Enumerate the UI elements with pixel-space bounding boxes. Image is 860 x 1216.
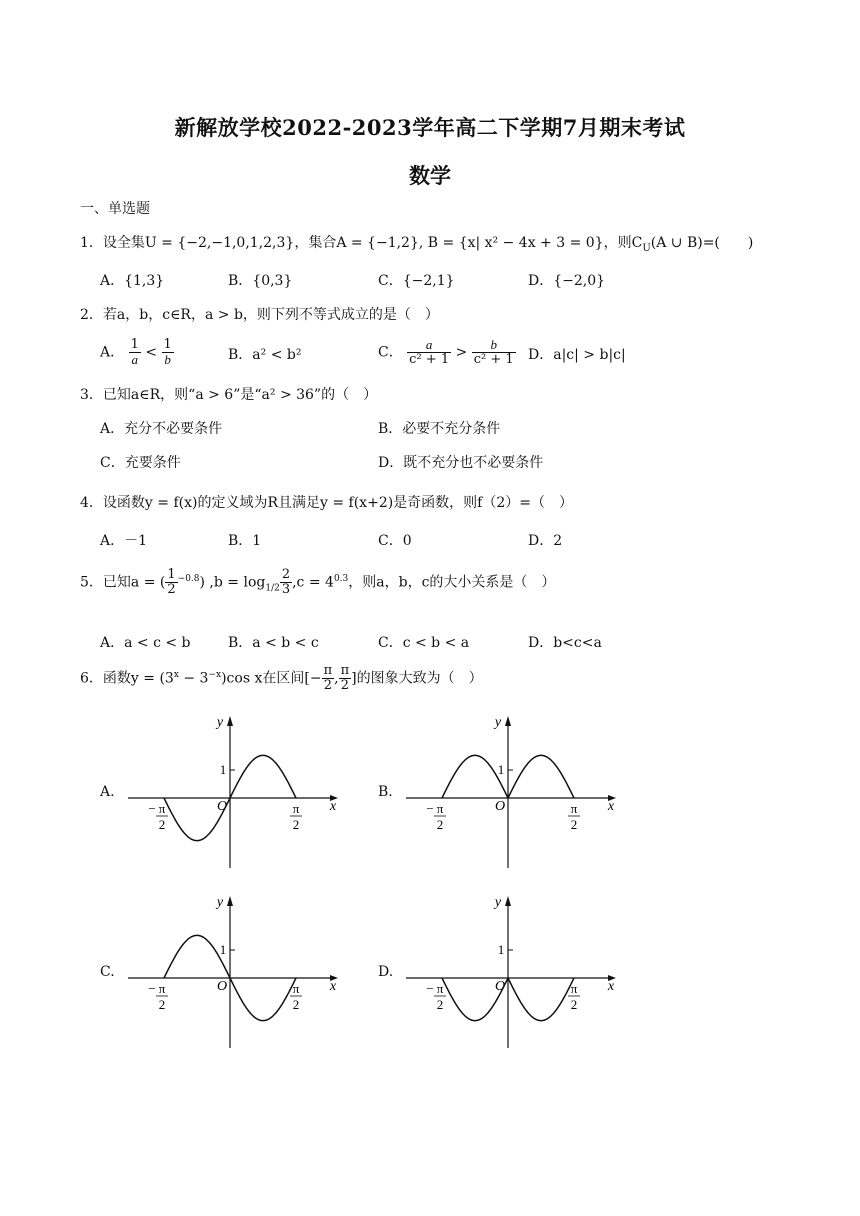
question-number: 5． bbox=[80, 574, 103, 591]
q1-option-b[interactable]: B．{0,3} bbox=[228, 273, 293, 289]
exponent: −0.8 bbox=[177, 573, 200, 584]
pi-label-right: π bbox=[570, 801, 578, 816]
y-axis-label: y bbox=[494, 715, 502, 730]
two-label-left: 2 bbox=[436, 817, 444, 832]
question-6 bbox=[80, 664, 483, 693]
fraction-pi-half bbox=[339, 664, 352, 693]
numerator: 1 bbox=[167, 567, 176, 582]
denominator: a bbox=[131, 352, 138, 367]
page-title: 新解放学校2022-2023学年高二下学期7月期末考试 bbox=[174, 115, 686, 140]
q2-option-a[interactable] bbox=[100, 338, 174, 367]
q6-graph-c[interactable] bbox=[120, 892, 350, 1052]
fraction bbox=[472, 338, 516, 367]
denominator: 3 bbox=[281, 582, 291, 597]
numerator: 2 bbox=[281, 567, 291, 582]
pi-label-right: π bbox=[292, 981, 300, 996]
q6-option-c-label[interactable]: C. bbox=[100, 964, 115, 980]
question-text-tail: ，则a，b，c的大小关系是（ ） bbox=[348, 574, 556, 591]
x-axis-label: x bbox=[607, 979, 615, 994]
q6-graph-d[interactable] bbox=[398, 892, 628, 1052]
comma: , bbox=[334, 670, 339, 687]
y-axis-arrow bbox=[505, 896, 511, 906]
q4-option-b[interactable]: B．1 bbox=[228, 533, 262, 549]
one-label: 1 bbox=[497, 942, 505, 957]
y-axis-arrow bbox=[227, 896, 233, 906]
question-4 bbox=[80, 492, 573, 512]
denominator: 2 bbox=[323, 678, 332, 693]
minus-sign: − bbox=[426, 981, 434, 996]
numerator: π bbox=[323, 663, 333, 678]
q5-option-d[interactable]: D．b<c<a bbox=[528, 635, 602, 651]
question-1 bbox=[80, 232, 753, 254]
exponent: x bbox=[173, 669, 179, 680]
fraction bbox=[129, 338, 141, 367]
option-letter: A． bbox=[100, 344, 125, 361]
y-axis-label: y bbox=[494, 895, 502, 910]
q6-graph-b[interactable] bbox=[398, 712, 628, 872]
question-text: 设函数y = f(x)的定义域为R且满足y = f(x+2)是奇函数，则f（2）=（ ） bbox=[102, 495, 574, 511]
q2-option-c[interactable] bbox=[378, 338, 516, 367]
question-number: 3． bbox=[80, 387, 103, 403]
q1-option-a[interactable]: A．{1,3} bbox=[100, 273, 165, 289]
q1-option-d[interactable]: D．{−2,0} bbox=[528, 273, 606, 289]
numerator: 1 bbox=[130, 337, 139, 352]
pi-label-left: π bbox=[158, 801, 166, 816]
y-axis-label: y bbox=[216, 715, 224, 730]
pi-label-right: π bbox=[570, 981, 578, 996]
numerator: π bbox=[340, 663, 350, 678]
numerator: a bbox=[407, 338, 451, 353]
minus-sign: − bbox=[148, 981, 156, 996]
x-axis-label: x bbox=[607, 799, 615, 814]
section-heading: 一、单选题 bbox=[80, 201, 150, 217]
q3-option-a[interactable]: A．充分不必要条件 bbox=[100, 421, 223, 437]
q4-option-a[interactable]: A．－1 bbox=[100, 533, 148, 549]
complement-subscript: U bbox=[642, 242, 651, 254]
q5-option-b[interactable]: B．a < b < c bbox=[228, 635, 319, 651]
minus-sign: − bbox=[426, 801, 434, 816]
numerator: b bbox=[472, 338, 516, 353]
exponent: −x bbox=[208, 669, 222, 680]
q4-option-d[interactable]: D．2 bbox=[528, 533, 563, 549]
fraction bbox=[162, 338, 174, 367]
q3-option-b[interactable]: B．必要不充分条件 bbox=[378, 421, 501, 437]
question-text-tail: ]的图象大致为（ ） bbox=[351, 670, 483, 687]
relation: > bbox=[455, 344, 468, 361]
one-label: 1 bbox=[497, 762, 505, 777]
question-number: 1． bbox=[80, 235, 103, 251]
question-3 bbox=[80, 384, 377, 404]
q6-option-b-label[interactable]: B. bbox=[378, 784, 393, 800]
q6-option-d-label[interactable]: D. bbox=[378, 964, 394, 980]
denominator: c² + 1 bbox=[409, 352, 450, 367]
two-label-left: 2 bbox=[436, 997, 444, 1012]
denominator: 2 bbox=[340, 678, 349, 693]
pi-label-left: π bbox=[158, 981, 166, 996]
numerator: 1 bbox=[163, 337, 172, 352]
question-text-post: ,c = 4 bbox=[292, 574, 334, 591]
relation: < bbox=[145, 344, 158, 361]
fraction bbox=[407, 338, 451, 367]
question-text-mid: ) ,b = log bbox=[199, 574, 266, 591]
log-base: 1/2 bbox=[265, 583, 280, 594]
q5-option-c[interactable]: C．c < b < a bbox=[378, 635, 470, 651]
fraction-two-thirds bbox=[280, 568, 292, 597]
q4-option-c[interactable]: C．0 bbox=[378, 533, 412, 549]
x-axis-label: x bbox=[329, 979, 337, 994]
origin-label: O bbox=[494, 799, 506, 814]
question-text: 已知a∈R，则“a > 6”是“a² > 36”的（ ） bbox=[102, 387, 378, 403]
y-axis-label: y bbox=[216, 895, 224, 910]
question-number: 6． bbox=[80, 670, 103, 687]
two-label-right: 2 bbox=[292, 997, 300, 1012]
question-text-tail: (A ∪ B)=( ) bbox=[650, 235, 754, 251]
two-label-right: 2 bbox=[292, 817, 300, 832]
question-number: 2． bbox=[80, 307, 103, 323]
page-subtitle: 数学 bbox=[409, 163, 451, 188]
origin-label: O bbox=[494, 979, 506, 994]
question-text-post: )cos x在区间[− bbox=[221, 670, 322, 687]
two-label-right: 2 bbox=[570, 997, 578, 1012]
y-axis-arrow bbox=[505, 716, 511, 726]
minus-sign: − bbox=[148, 801, 156, 816]
two-label-left: 2 bbox=[158, 817, 166, 832]
question-text-pre: 已知a = ( bbox=[102, 574, 166, 591]
option-letter: C． bbox=[378, 344, 403, 361]
question-5 bbox=[80, 568, 555, 597]
q1-option-c[interactable]: C．{−2,1} bbox=[378, 273, 455, 289]
question-text-mid: − 3 bbox=[178, 670, 209, 687]
question-text: 若a，b，c∈R，a > b，则下列不等式成立的是（ ） bbox=[102, 307, 439, 323]
origin-label: O bbox=[216, 979, 228, 994]
two-label-left: 2 bbox=[158, 997, 166, 1012]
question-text-pre: 函数y = (3 bbox=[102, 670, 174, 687]
fraction-pi-half bbox=[322, 664, 335, 693]
q5-option-a[interactable]: A．a < c < b bbox=[100, 635, 191, 651]
question-number: 4． bbox=[80, 495, 103, 511]
origin-label: O bbox=[216, 799, 228, 814]
fraction-half bbox=[165, 568, 177, 597]
denominator: 2 bbox=[167, 582, 176, 597]
q3-option-c[interactable]: C．充要条件 bbox=[100, 455, 181, 471]
y-axis-arrow bbox=[227, 716, 233, 726]
exponent: 0.3 bbox=[333, 573, 349, 584]
question-2 bbox=[80, 304, 439, 324]
one-label: 1 bbox=[219, 762, 227, 777]
pi-label-right: π bbox=[292, 801, 300, 816]
q6-graph-a[interactable] bbox=[120, 712, 350, 872]
q2-option-d[interactable]: D．a|c| > b|c| bbox=[528, 347, 626, 363]
x-axis-label: x bbox=[329, 799, 337, 814]
one-label: 1 bbox=[219, 942, 227, 957]
denominator: c² + 1 bbox=[473, 352, 514, 367]
two-label-right: 2 bbox=[570, 817, 578, 832]
denominator: b bbox=[164, 352, 171, 367]
q6-option-a-label[interactable]: A. bbox=[100, 784, 115, 800]
q2-option-b[interactable]: B．a² < b² bbox=[228, 347, 302, 363]
pi-label-left: π bbox=[436, 981, 444, 996]
q3-option-d[interactable]: D．既不充分也不必要条件 bbox=[378, 455, 544, 471]
question-text: 设全集U = {−2,−1,0,1,2,3}，集合A = {−1,2}, B = {x| x² − 4x + 3 = 0}，则C bbox=[102, 235, 643, 251]
pi-label-left: π bbox=[436, 801, 444, 816]
